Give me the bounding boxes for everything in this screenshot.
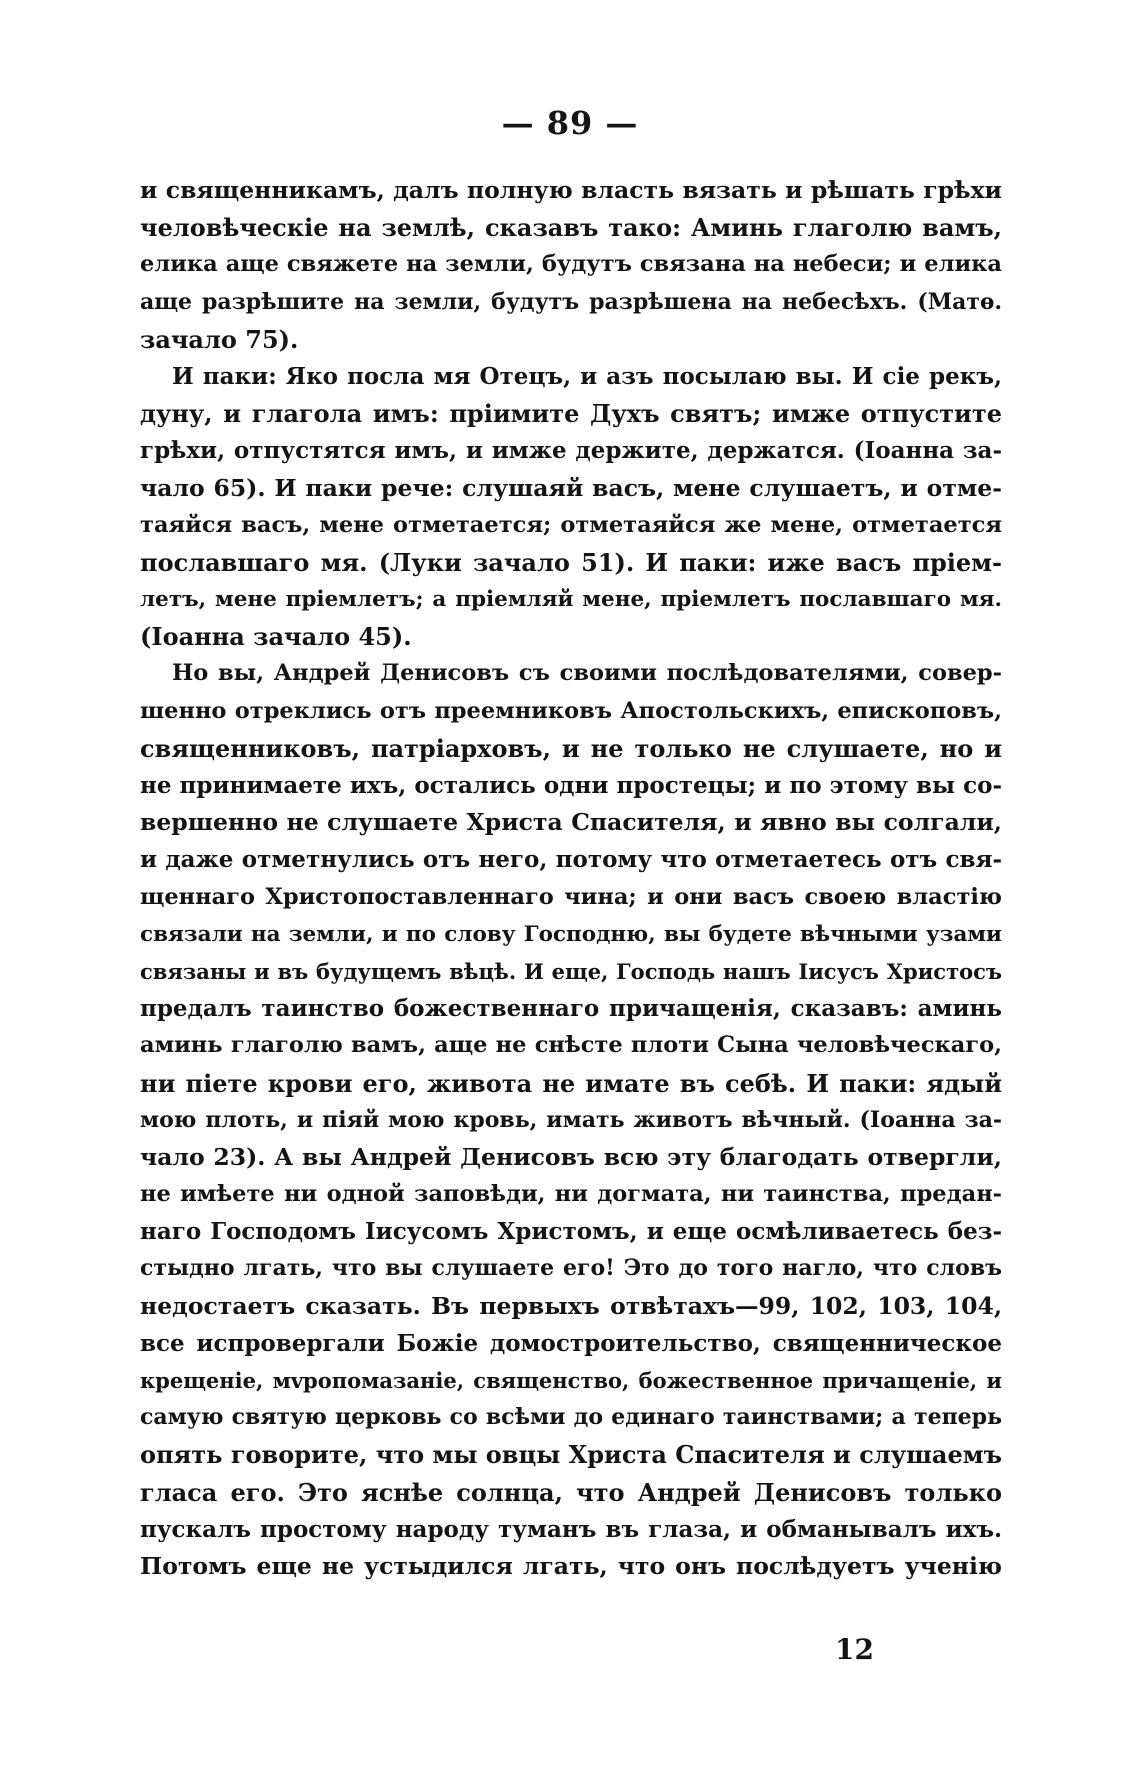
text-line: недостаетъ сказать. Въ первыхъ отвѣтахъ—99, 102, 103, 104, bbox=[140, 1291, 1002, 1320]
paragraph-3 bbox=[140, 655, 1002, 1585]
text-line: не имѣете ни одной заповѣди, ни догмата, ни таинства, предан- bbox=[140, 1181, 1002, 1208]
text-line: зачало 75). bbox=[140, 324, 299, 354]
text-line: все испровергали Божіе домостроительство, священническое bbox=[140, 1329, 1002, 1357]
text-line: самую святую церковь со всѣми до единаго таинствами; а теперь bbox=[140, 1404, 1002, 1431]
text-line: чало 23). А вы Андрей Денисовъ всю эту благодать отвергли, bbox=[140, 1142, 1002, 1171]
page-number: — 89 — bbox=[501, 104, 639, 142]
text-line: и священникамъ, далъ полную власть вязать и рѣшать грѣхи bbox=[140, 176, 1002, 204]
text-line: вершенно не слушаете Христа Спасителя, и явно вы солгали, bbox=[140, 808, 1002, 837]
text-line: пускалъ простому народу туманъ въ глаза, и обманывалъ ихъ. bbox=[140, 1515, 1002, 1543]
text-line: елика аще свяжете на земли, будутъ связана на небеси; и елика bbox=[140, 251, 1002, 278]
text-line: человѣческіе на землѣ, сказавъ тако: Аминь глаголю вамъ, bbox=[140, 213, 1002, 243]
text-line: аще разрѣшите на земли, будутъ разрѣшена на небесѣхъ. (Матѳ. bbox=[140, 288, 1002, 315]
text-line: чало 65). И паки рече: слушаяй васъ, мене слушаетъ, и отме- bbox=[140, 473, 1002, 502]
text-line: дуну, и глагола имъ: пріимите Духъ святъ; имже отпустите bbox=[140, 399, 1002, 429]
text-line: предалъ таинство божественнаго причащенія, сказавъ: аминь bbox=[140, 995, 1002, 1023]
paragraph-1 bbox=[140, 172, 1002, 358]
text-line: шенно отреклись отъ преемниковъ Апостольскихъ, епископовъ, bbox=[140, 697, 1002, 724]
text-line: не принимаете ихъ, остались одни простецы; и по этому вы со- bbox=[140, 772, 1002, 799]
text-line: щеннаго Христопоставленнаго чина; и они васъ своею властію bbox=[140, 883, 1002, 910]
text-line: И паки: Яко посла мя Отецъ, и азъ посылаю вы. И сіе рекъ, bbox=[172, 362, 1002, 390]
text-line: и даже отметнулись отъ него, потому что отметаетесь отъ свя- bbox=[140, 846, 1002, 874]
text-line: гласа его. Это яснѣе солнца, что Андрей Денисовъ только bbox=[140, 1477, 1002, 1507]
text-line: (Іоанна зачало 45). bbox=[140, 622, 412, 652]
text-line: священниковъ, патріарховъ, и не только не слушаете, но и bbox=[140, 733, 1002, 763]
paragraph-2 bbox=[140, 358, 1002, 656]
text-line: наго Господомъ Іисусомъ Христомъ, и еще осмѣливаетесь без- bbox=[140, 1218, 1002, 1246]
text-line: мою плоть, и піяй мою кровь, имать животъ вѣчный. (Іоанна за- bbox=[140, 1106, 1002, 1133]
text-line: летъ, мене пріемлетъ; а пріемляй мене, пріемлетъ пославшаго мя. bbox=[140, 587, 1002, 613]
text-line: Потомъ еще не устыдился лгать, что онъ послѣдуетъ ученію bbox=[140, 1551, 1002, 1580]
text-line: Но вы, Андрей Денисовъ съ своими послѣдователями, совер- bbox=[172, 660, 1002, 687]
text-line: связали на земли, и по слову Господню, вы будете вѣчными узами bbox=[140, 921, 1002, 947]
body-text bbox=[140, 172, 1002, 1585]
text-line: ни піете крови его, живота не имате въ себѣ. И паки: ядый bbox=[140, 1068, 1002, 1098]
signature-mark: 12 bbox=[835, 1633, 874, 1666]
text-line: опять говорите, что мы овцы Христа Спасителя и слушаемъ bbox=[140, 1440, 1002, 1470]
text-line: таяйся васъ, мене отметается; отметаяйся же мене, отметается bbox=[140, 511, 1002, 538]
text-line: крещеніе, мvропомазаніе, священство, божественное причащеніе, и bbox=[140, 1368, 1002, 1393]
text-line: стыдно лгать, что вы слушаете его! Это до того нагло, что словъ bbox=[140, 1255, 1002, 1282]
text-line: пославшаго мя. (Луки зачало 51). И паки: иже васъ пріем- bbox=[140, 547, 1002, 577]
text-line: аминь глаголю вамъ, аще не снѣсте плоти Сына человѣческаго, bbox=[140, 1032, 1002, 1059]
text-line: связаны и въ будущемъ вѣцѣ. И еще, Господь нашъ Іисусъ Христосъ bbox=[140, 958, 1002, 984]
text-line: грѣхи, отпустятся имъ, и имже держите, держатся. (Іоанна за- bbox=[140, 437, 1002, 465]
